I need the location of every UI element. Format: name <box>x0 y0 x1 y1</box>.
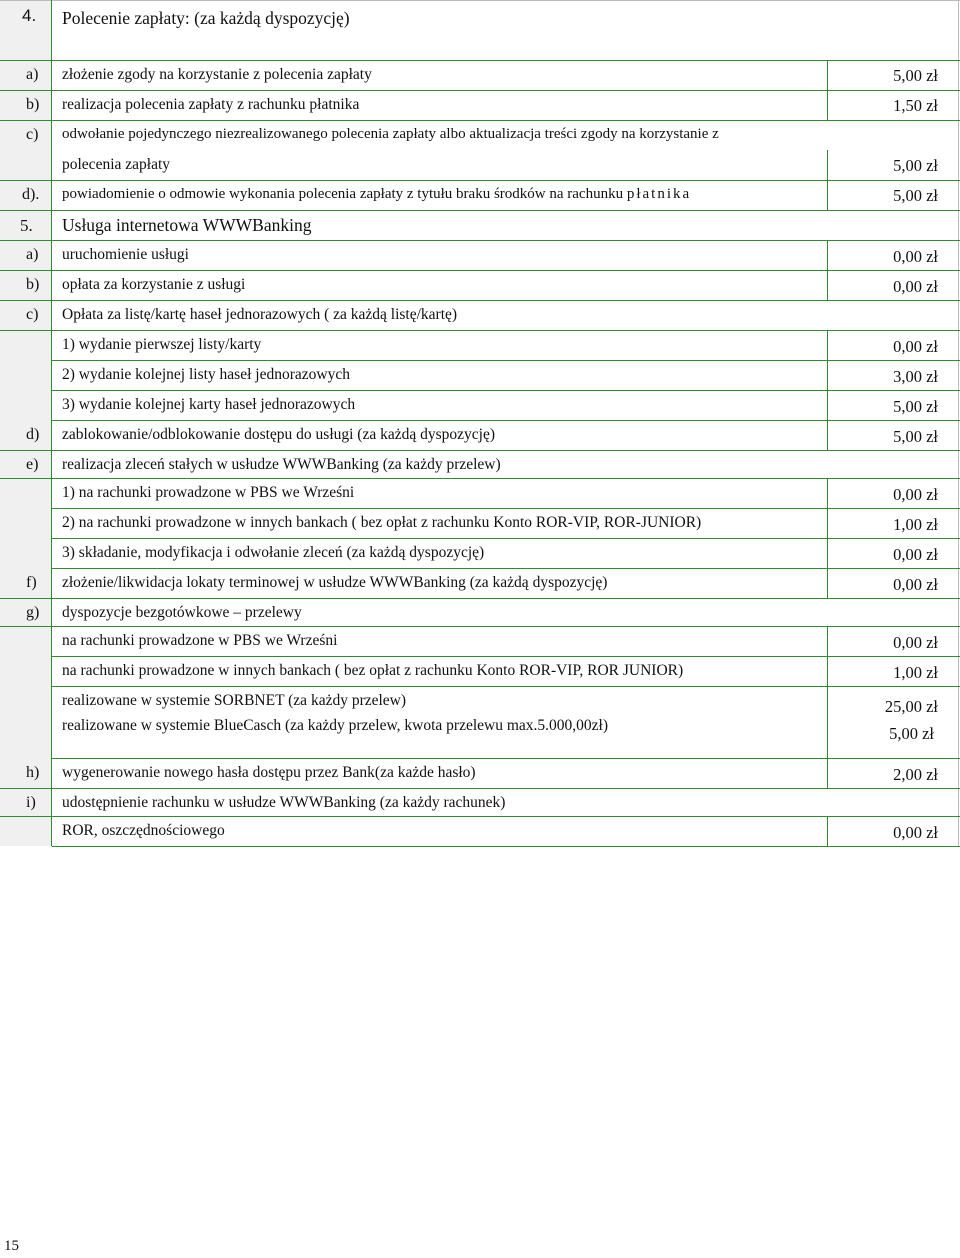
row-text-continued: polecenia zapłaty <box>62 156 171 173</box>
table-row <box>0 758 960 788</box>
row-price: 25,00 zł <box>884 697 938 716</box>
table-row <box>0 686 960 758</box>
row-price: 5,00 zł <box>893 427 938 446</box>
table-row <box>0 360 960 390</box>
table-row <box>0 90 960 120</box>
price-separator <box>827 816 828 846</box>
row-label: f) <box>26 574 37 591</box>
row-text: na rachunki prowadzone w PBS we Wrześni <box>62 632 338 649</box>
table-row <box>0 450 960 478</box>
section-5-header <box>0 210 960 240</box>
row-text: wygenerowanie nowego hasła dostępu przez Bank(za każde hasło) <box>62 764 476 781</box>
row-label: a) <box>26 66 39 83</box>
row-text: Opłata za listę/kartę haseł jednorazowych ( za każdą listę/kartę) <box>62 306 458 323</box>
price-separator <box>827 60 828 120</box>
row-text: ROR, oszczędnościowego <box>62 822 225 839</box>
row-text: na rachunki prowadzone w innych bankach ( bez opłat z rachunku Konto ROR-VIP, ROR JUNIOR) <box>62 662 684 679</box>
row-label: h) <box>26 764 40 781</box>
page-number: 15 <box>4 1238 19 1254</box>
row-price: 0,00 zł <box>893 575 938 594</box>
row-text: odwołanie pojedynczego niezrealizowanego polecenia zapłaty albo aktualizacja treści zgody na korzystanie z <box>62 126 719 142</box>
table-row <box>0 120 960 180</box>
row-price: 0,00 zł <box>893 337 938 356</box>
divider <box>52 846 960 847</box>
row-price: 0,00 zł <box>893 247 938 266</box>
row-text: złożenie zgody na korzystanie z polecenia zapłaty <box>62 66 372 83</box>
row-price-second: 5,00 zł <box>889 724 934 743</box>
price-separator <box>827 758 828 788</box>
row-price: 5,00 zł <box>893 66 938 85</box>
table-row <box>0 656 960 686</box>
row-text: 3) wydanie kolejnej karty haseł jednorazowych <box>62 396 356 413</box>
price-separator <box>827 478 828 598</box>
row-text <box>62 186 691 203</box>
table-row <box>0 270 960 300</box>
table-row <box>0 300 960 330</box>
table-row <box>0 60 960 90</box>
row-price: 0,00 zł <box>893 277 938 296</box>
table-row <box>0 626 960 656</box>
row-text: zablokowanie/odblokowanie dostępu do usługi (za każdą dyspozycję) <box>62 426 496 443</box>
price-separator <box>827 150 828 210</box>
row-text: realizowane w systemie SORBNET (za każdy przelew) <box>62 692 407 709</box>
table-row <box>0 598 960 626</box>
table-row <box>0 788 960 816</box>
row-text: 2) na rachunki prowadzone w innych bankach ( bez opłat z rachunku Konto ROR-VIP, ROR-JUNIOR) <box>62 514 702 531</box>
row-text: złożenie/likwidacja lokaty terminowej w usłudze WWWBanking (za każdą dyspozycję) <box>62 574 608 591</box>
row-text: 3) składanie, modyfikacja i odwołanie zleceń (za każdą dyspozycję) <box>62 544 485 561</box>
row-text: 1) na rachunki prowadzone w PBS we Wrześni <box>62 484 355 501</box>
row-price: 0,00 zł <box>893 633 938 652</box>
table-row <box>0 390 960 420</box>
row-label: b) <box>26 276 40 293</box>
row-price: 1,00 zł <box>893 515 938 534</box>
row-label: d) <box>26 426 40 443</box>
row-price: 1,50 zł <box>893 96 938 115</box>
table-row <box>0 330 960 360</box>
row-label: c) <box>26 306 39 323</box>
row-text: opłata za korzystanie z usługi <box>62 276 246 293</box>
price-separator <box>827 420 828 450</box>
row-label: i) <box>26 794 36 811</box>
row-text: dyspozycje bezgotówkowe – przelewy <box>62 604 302 621</box>
row-label: b) <box>26 96 40 113</box>
row-price: 5,00 zł <box>893 186 938 205</box>
table-row <box>0 538 960 568</box>
table-row <box>0 478 960 508</box>
table-row <box>0 240 960 270</box>
row-price: 0,00 zł <box>893 823 938 842</box>
row-text: realizacja zleceń stałych w usłudze WWWBanking (za każdy przelew) <box>62 456 501 473</box>
section-number: 4. <box>22 6 37 25</box>
row-text-continued: realizowane w systemie BlueCasch (za każdy przelew, kwota przelewu max.5.000,00zł) <box>62 717 609 734</box>
section-number: 5. <box>20 216 33 235</box>
section-4-header <box>0 0 960 60</box>
price-separator <box>827 240 828 300</box>
table-row <box>0 568 960 598</box>
row-label: a) <box>26 246 39 263</box>
row-text: udostępnienie rachunku w usłudze WWWBanking (za każdy rachunek) <box>62 794 506 811</box>
row-label: e) <box>26 456 39 473</box>
table-row <box>0 508 960 538</box>
row-price: 0,00 zł <box>893 545 938 564</box>
row-text: uruchomienie usługi <box>62 246 189 263</box>
row-text: 1) wydanie pierwszej listy/karty <box>62 336 262 353</box>
row-label: d). <box>22 186 40 203</box>
table-row <box>0 816 960 846</box>
row-text: realizacja polecenia zapłaty z rachunku płatnika <box>62 96 360 113</box>
price-separator <box>827 330 828 420</box>
row-label: g) <box>26 604 40 621</box>
row-text-main: powiadomienie o odmowie wykonania polecenia zapłaty z tytułu braku środków na rachunku <box>62 186 624 202</box>
row-price: 3,00 zł <box>893 367 938 386</box>
row-price: 5,00 zł <box>893 156 938 175</box>
row-price: 2,00 zł <box>893 765 938 784</box>
row-price: 1,00 zł <box>893 663 938 682</box>
section-title: Usługa internetowa WWWBanking <box>62 215 312 235</box>
row-label: c) <box>26 126 39 143</box>
price-separator <box>827 626 828 758</box>
table-row <box>0 180 960 210</box>
row-text: 2) wydanie kolejnej listy haseł jednorazowych <box>62 366 350 383</box>
row-price: 0,00 zł <box>893 485 938 504</box>
table-row <box>0 420 960 450</box>
row-price: 5,00 zł <box>893 397 938 416</box>
section-title: Polecenie zapłaty: (za każdą dyspozycję) <box>62 8 350 28</box>
row-text-spaced: płatnika <box>626 186 692 202</box>
